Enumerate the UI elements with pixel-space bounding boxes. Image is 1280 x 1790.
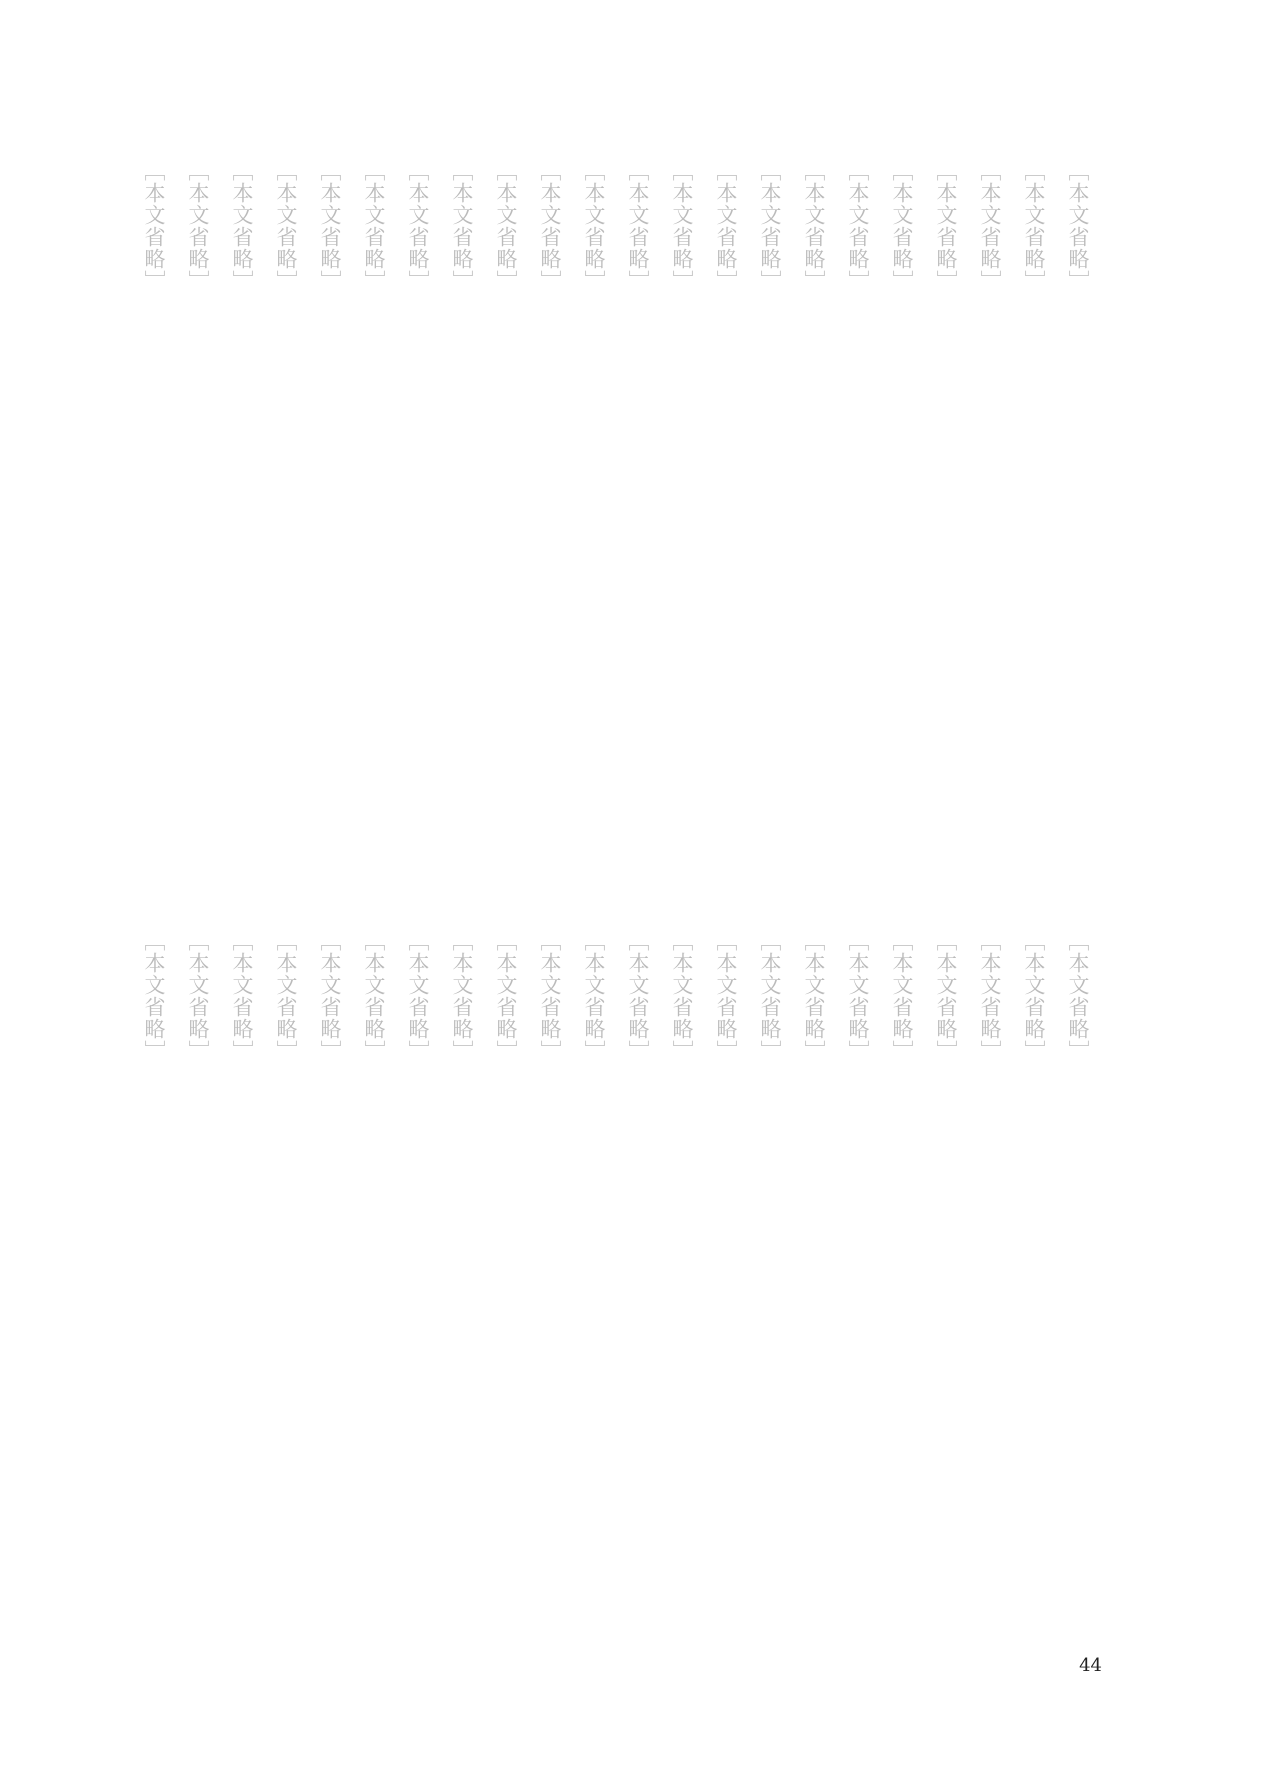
text-line: ［本文省略］ xyxy=(274,160,298,292)
text-line: ［本文省略］ xyxy=(670,160,694,292)
text-line: ［本文省略］ xyxy=(318,160,342,292)
text-line: ［本文省略］ xyxy=(582,160,606,292)
text-line: ［本文省略］ xyxy=(1022,930,1046,1062)
text-line: ［本文省略］ xyxy=(1066,930,1090,1062)
text-line: ［本文省略］ xyxy=(494,160,518,292)
text-line: ［本文省略］ xyxy=(714,930,738,1062)
text-line: ［本文省略］ xyxy=(626,930,650,1062)
text-line: ［本文省略］ xyxy=(230,930,254,1062)
text-line: ［本文省略］ xyxy=(406,930,430,1062)
text-line: ［本文省略］ xyxy=(186,160,210,292)
text-line: ［本文省略］ xyxy=(890,930,914,1062)
upper-text-block xyxy=(132,160,1100,880)
text-line: ［本文省略］ xyxy=(934,160,958,292)
text-line: ［本文省略］ xyxy=(626,160,650,292)
text-line: ［本文省略］ xyxy=(1022,160,1046,292)
text-line: ［本文省略］ xyxy=(670,930,694,1062)
text-line: ［本文省略］ xyxy=(142,930,166,1062)
text-line: ［本文省略］ xyxy=(142,160,166,292)
text-line: ［本文省略］ xyxy=(714,160,738,292)
text-line: ［本文省略］ xyxy=(846,160,870,292)
text-line: ［本文省略］ xyxy=(978,930,1002,1062)
text-line: ［本文省略］ xyxy=(758,160,782,292)
text-line: ［本文省略］ xyxy=(758,930,782,1062)
text-line: ［本文省略］ xyxy=(494,930,518,1062)
text-line: ［本文省略］ xyxy=(846,930,870,1062)
text-line: ［本文省略］ xyxy=(362,160,386,292)
text-line: ［本文省略］ xyxy=(934,930,958,1062)
page-number: 44 xyxy=(1079,1655,1102,1676)
text-line: ［本文省略］ xyxy=(538,160,562,292)
text-line: ［本文省略］ xyxy=(230,160,254,292)
lower-text-block xyxy=(132,930,1100,1650)
text-line: ［本文省略］ xyxy=(318,930,342,1062)
text-line: ［本文省略］ xyxy=(582,930,606,1062)
text-line: ［本文省略］ xyxy=(450,160,474,292)
text-line: ［本文省略］ xyxy=(802,930,826,1062)
text-line: ［本文省略］ xyxy=(274,930,298,1062)
text-line: ［本文省略］ xyxy=(538,930,562,1062)
text-line: ［本文省略］ xyxy=(362,930,386,1062)
text-line: ［本文省略］ xyxy=(1066,160,1090,292)
text-line: ［本文省略］ xyxy=(978,160,1002,292)
text-line: ［本文省略］ xyxy=(802,160,826,292)
text-line: ［本文省略］ xyxy=(450,930,474,1062)
text-line: ［本文省略］ xyxy=(890,160,914,292)
text-line: ［本文省略］ xyxy=(406,160,430,292)
text-line: ［本文省略］ xyxy=(186,930,210,1062)
